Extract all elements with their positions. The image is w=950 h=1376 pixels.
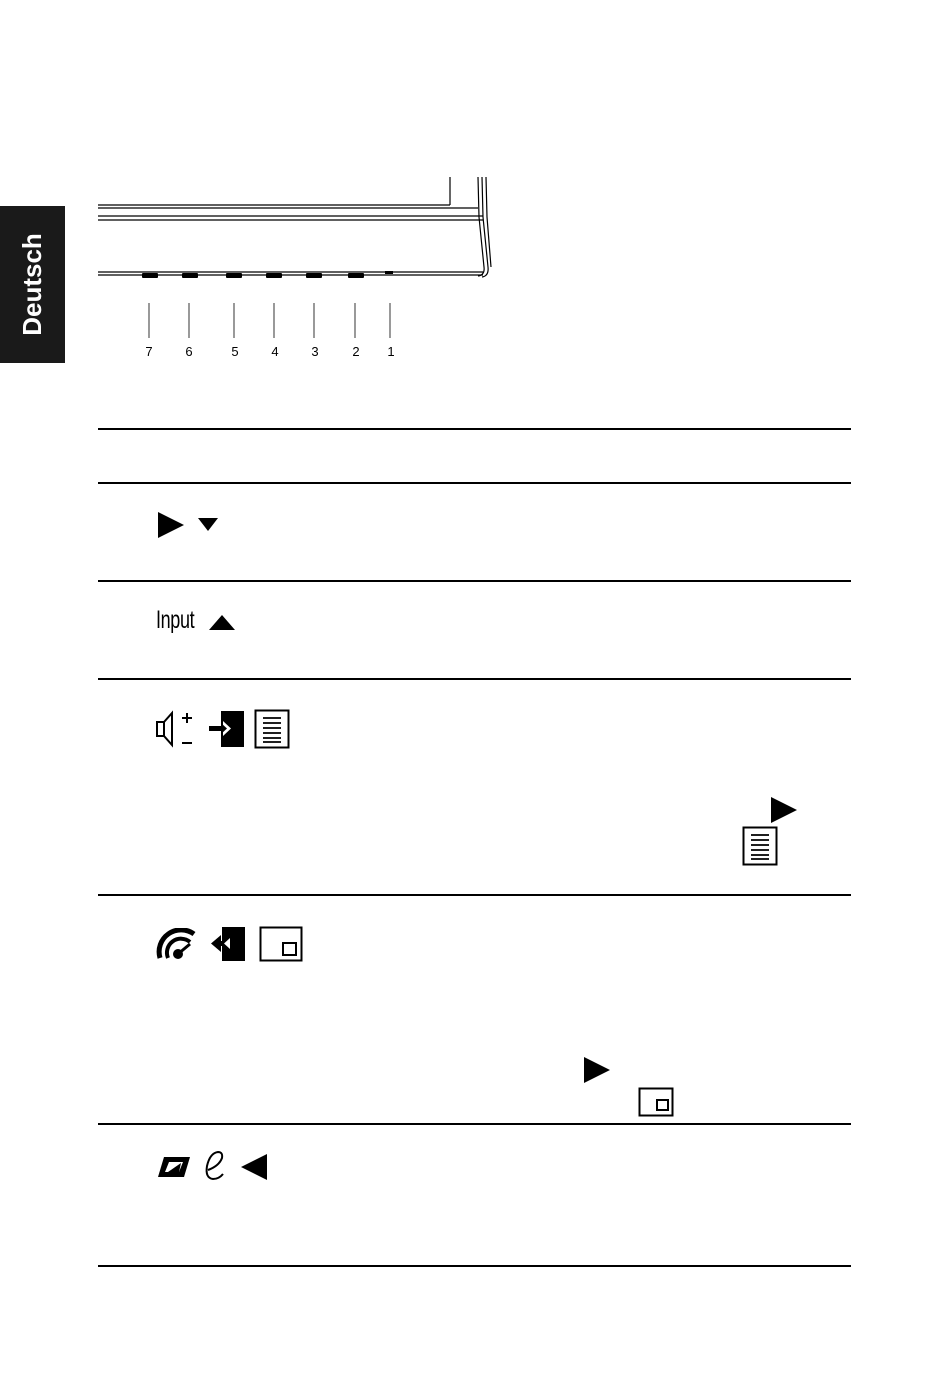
triangle-left-icon [240,1153,268,1181]
language-tab-label: Deutsch [17,233,48,336]
table-rule [98,1123,851,1125]
volume-icon [155,710,197,748]
callout-6: 6 [185,344,193,359]
table-rule-top [98,428,851,430]
play-right-icon [770,796,798,824]
callout-5: 5 [231,344,239,359]
callout-7: 7 [145,344,153,359]
e-icon [203,1148,229,1182]
language-tab [0,206,65,363]
table-rule [98,894,851,896]
callout-2: 2 [352,344,360,359]
triangle-down-icon [197,516,219,532]
input-label: Input [156,606,195,634]
pip-icon [259,926,303,962]
play-right-icon [583,1056,611,1084]
exit-icon [210,926,246,962]
table-rule-bottom [98,1265,851,1267]
table-rule [98,580,851,582]
menu-icon [742,826,778,866]
pip-icon [638,1087,674,1117]
play-right-icon [157,511,185,539]
callout-1: 1 [387,344,395,359]
menu-icon [254,709,290,749]
table-rule [98,482,851,484]
table-rule [98,678,851,680]
monitor-bezel-diagram [98,172,498,372]
triangle-up-icon [208,613,236,631]
callout-3: 3 [311,344,319,359]
gauge-icon [156,928,198,962]
empowering-icon [157,1156,191,1178]
callout-4: 4 [271,344,279,359]
input-source-icon [209,710,245,748]
